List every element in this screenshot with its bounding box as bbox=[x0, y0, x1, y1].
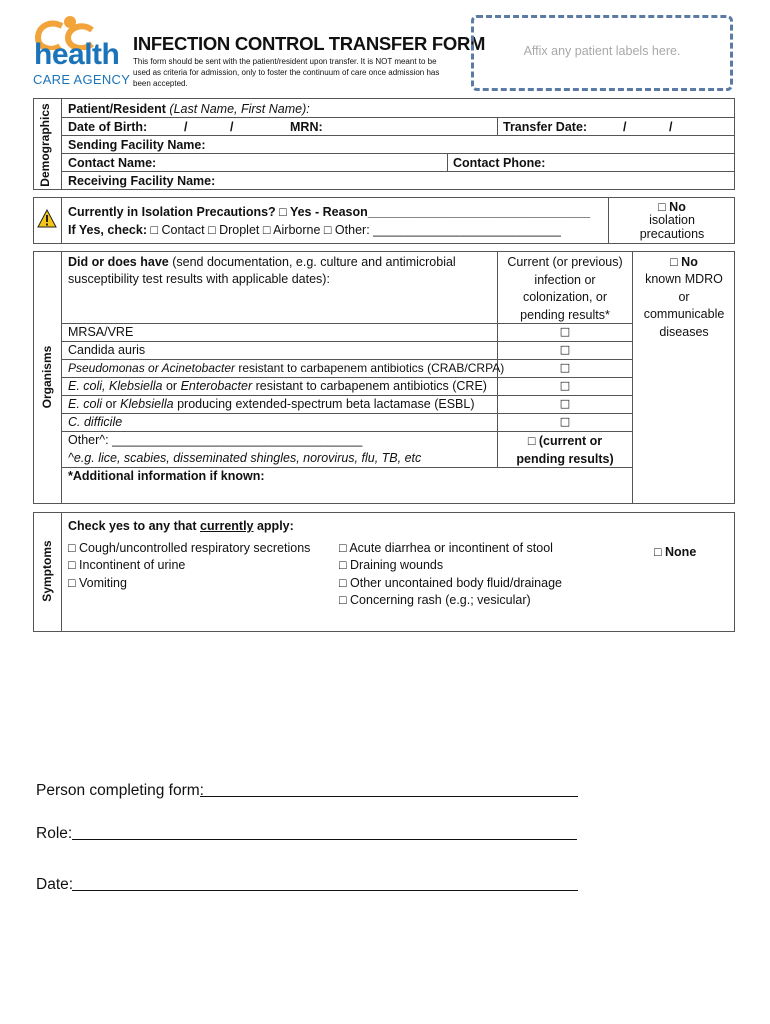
person-completing-label: Person completing form: bbox=[36, 782, 204, 799]
symptoms-heading bbox=[68, 518, 294, 535]
no-known-mdro-text: known MDRO or communicable diseases bbox=[643, 272, 725, 339]
date-line[interactable] bbox=[72, 890, 578, 891]
divider bbox=[447, 153, 448, 171]
divider bbox=[61, 512, 62, 632]
organism-checkbox-cre[interactable]: □ bbox=[559, 379, 571, 392]
symptom-diarrhea[interactable]: □ Acute diarrhea or incontinent of stool bbox=[339, 541, 553, 555]
organisms-intro-rest: (send documentation, e.g. culture and antimicrobial susceptibility test results with applicable dates): bbox=[68, 255, 456, 286]
symptom-incontinent-urine[interactable]: □ Incontinent of urine bbox=[68, 558, 186, 572]
organism-name: Pseudomonas or Acinetobacter bbox=[68, 361, 235, 375]
transfer-date-separator: / bbox=[623, 120, 627, 134]
symptom-none-checkbox[interactable]: □ None bbox=[654, 545, 697, 559]
organism-label-cre bbox=[68, 378, 487, 395]
person-completing-line[interactable] bbox=[200, 796, 578, 797]
transfer-date-separator: / bbox=[669, 120, 673, 134]
symptoms-side-label: Symptoms bbox=[40, 540, 54, 602]
patient-hint: (Last Name, First Name): bbox=[169, 102, 310, 116]
organism-name: Enterobacter bbox=[180, 379, 253, 393]
symptom-rash[interactable]: □ Concerning rash (e.g.; vesicular) bbox=[339, 593, 531, 607]
form-description: This form should be sent with the patient/resident upon transfer. It is NOT meant to be used as criteria for admission, only to foster the continuum of care once admission has been accepted. bbox=[133, 57, 440, 88]
no-isolation-checkbox[interactable]: □ No bbox=[658, 200, 686, 214]
mrn-label: MRN: bbox=[290, 120, 323, 134]
organism-label-cdiff: C. difficile bbox=[68, 415, 123, 429]
organism-checkbox-mrsa[interactable]: □ bbox=[559, 325, 571, 338]
symptom-vomiting[interactable]: □ Vomiting bbox=[68, 576, 127, 590]
divider bbox=[61, 197, 62, 244]
divider bbox=[61, 153, 735, 154]
logo-agency-text: CARE AGENCY bbox=[33, 72, 131, 87]
symptoms-heading-post: apply: bbox=[253, 519, 294, 533]
organism-checkbox-other[interactable]: □ (current or bbox=[527, 434, 603, 448]
organism-desc: resistant to carbapenem antibiotics (CRE) bbox=[252, 379, 487, 393]
organism-checkbox-esbl[interactable]: □ bbox=[559, 397, 571, 410]
divider bbox=[632, 251, 633, 504]
divider bbox=[61, 413, 632, 414]
form-title: INFECTION CONTROL TRANSFER FORM bbox=[133, 33, 486, 54]
role-label: Role: bbox=[36, 825, 73, 842]
symptoms-heading-currently: currently bbox=[200, 519, 254, 533]
no-known-mdro-checkbox[interactable]: □ No bbox=[670, 255, 698, 269]
sending-facility-label: Sending Facility Name: bbox=[68, 138, 206, 152]
additional-info-label[interactable]: *Additional information if known: bbox=[68, 469, 265, 483]
organism-other-field[interactable]: Other^: ____________________________________ bbox=[68, 433, 363, 447]
organism-label-crab bbox=[68, 360, 504, 377]
contact-name-label: Contact Name: bbox=[68, 156, 157, 170]
isolation-options-list: □ Contact □ Droplet □ Airborne □ Other: ___________________________ bbox=[150, 223, 561, 237]
organisms-intro bbox=[68, 254, 488, 288]
divider bbox=[61, 117, 735, 118]
organism-label-mrsa: MRSA/VRE bbox=[68, 325, 134, 339]
organism-other-note: ^e.g. lice, scabies, disseminated shingles, norovirus, flu, TB, etc bbox=[68, 451, 422, 465]
isolation-options-prefix: If Yes, check: bbox=[68, 223, 147, 237]
divider bbox=[61, 341, 632, 342]
organism-name: E. coli, Klebsiella bbox=[68, 379, 163, 393]
organism-other-pending-text: pending results) bbox=[516, 452, 614, 466]
divider bbox=[608, 197, 609, 244]
organism-name: Klebsiella bbox=[120, 397, 174, 411]
date-label: Date: bbox=[36, 876, 74, 893]
divider bbox=[61, 98, 62, 190]
dob-separator: / bbox=[230, 120, 234, 134]
symptom-draining-wounds[interactable]: □ Draining wounds bbox=[339, 558, 444, 572]
isolation-options[interactable] bbox=[68, 222, 561, 239]
divider bbox=[61, 171, 735, 172]
patient-label: Patient/Resident bbox=[68, 102, 166, 116]
organisms-intro-bold: Did or does have bbox=[68, 255, 169, 269]
warning-icon bbox=[37, 209, 57, 229]
divider bbox=[497, 117, 498, 135]
organism-desc: producing extended-spectrum beta lactamase (ESBL) bbox=[173, 397, 475, 411]
patient-field[interactable] bbox=[68, 101, 310, 118]
divider bbox=[61, 135, 735, 136]
organism-name: E. coli bbox=[68, 397, 103, 411]
dob-label: Date of Birth: bbox=[68, 120, 148, 134]
organism-desc: resistant to carbapenem antibiotics (CRAB/CRPA) bbox=[235, 361, 505, 375]
organism-label-esbl bbox=[68, 396, 474, 413]
symptoms-heading-pre: Check yes to any that bbox=[68, 519, 200, 533]
current-results-header: Current (or previous) infection or colonization, or pending results* bbox=[507, 255, 623, 322]
logo-health-text: health bbox=[34, 38, 120, 71]
contact-phone-label: Contact Phone: bbox=[453, 156, 546, 170]
organism-checkbox-cdiff[interactable]: □ bbox=[559, 415, 571, 428]
isolation-question[interactable]: Currently in Isolation Precautions? □ Yes - Reason________________________________ bbox=[68, 205, 591, 219]
symptom-body-fluid[interactable]: □ Other uncontained body fluid/drainage bbox=[339, 576, 562, 590]
organism-label-candida: Candida auris bbox=[68, 343, 146, 357]
receiving-facility-label: Receiving Facility Name: bbox=[68, 174, 216, 188]
role-line[interactable] bbox=[72, 839, 577, 840]
dob-separator: / bbox=[184, 120, 188, 134]
organism-desc: or bbox=[102, 397, 121, 411]
symptom-cough[interactable]: □ Cough/uncontrolled respiratory secretions bbox=[68, 541, 311, 555]
divider bbox=[61, 323, 632, 324]
patient-label-box-text: Affix any patient labels here. bbox=[523, 44, 681, 58]
organisms-side-label: Organisms bbox=[40, 345, 54, 409]
organism-checkbox-crab[interactable]: □ bbox=[559, 361, 571, 374]
organism-desc: or bbox=[162, 379, 181, 393]
demographics-side-label: Demographics bbox=[38, 103, 52, 187]
transfer-date-label: Transfer Date: bbox=[503, 120, 588, 134]
no-isolation-text: isolation precautions bbox=[639, 213, 705, 241]
organism-checkbox-candida[interactable]: □ bbox=[559, 343, 571, 356]
